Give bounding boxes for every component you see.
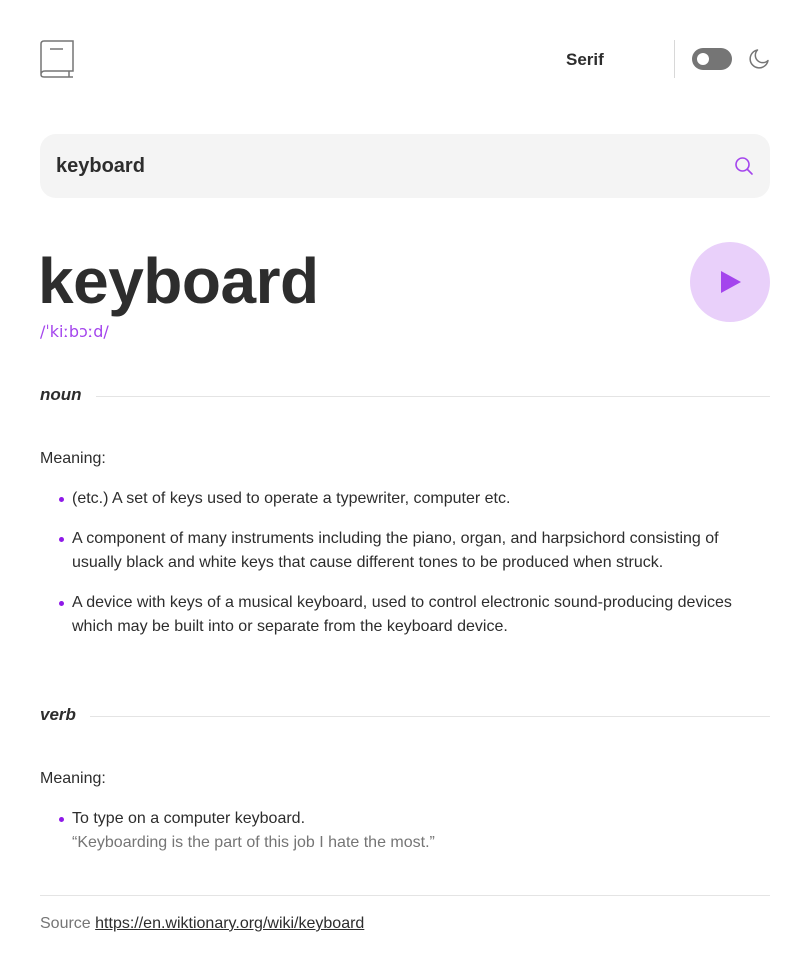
list-item	[40, 591, 740, 639]
header	[40, 40, 770, 78]
source-link[interactable]: https://en.wiktionary.org/wiki/keyboard	[95, 915, 365, 932]
source-label: Source	[40, 915, 91, 932]
part-of-speech-label: verb	[40, 705, 76, 724]
meaning-label: Meaning:	[40, 450, 106, 467]
definition-example: “Keyboarding is the part of this job I hate the most.”	[72, 834, 435, 851]
list-item	[40, 487, 740, 511]
part-of-speech-noun	[40, 385, 770, 407]
theme-toggle[interactable]	[692, 48, 732, 70]
book-icon[interactable]	[40, 40, 74, 78]
search-input[interactable]	[56, 134, 716, 198]
definition-text: A device with keys of a musical keyboard, used to control electronic sound-producing devices which may be built into or separate from the keyboard device.	[72, 594, 732, 635]
font-select[interactable]: Serif	[566, 50, 604, 69]
meaning-label: Meaning:	[40, 770, 106, 787]
play-icon	[721, 271, 741, 293]
moon-icon[interactable]	[747, 47, 771, 71]
phonetic: /ˈkiːbɔːd/	[40, 322, 109, 341]
list-item	[40, 807, 740, 855]
list-item	[40, 527, 740, 575]
definition-text: A component of many instruments including the piano, organ, and harpsichord consisting of usually black and white keys that cause different tones to be produced when struck.	[72, 530, 719, 571]
part-of-speech-label: noun	[40, 385, 82, 404]
footer-divider	[40, 895, 770, 896]
search-icon[interactable]	[734, 156, 754, 176]
header-divider	[674, 40, 675, 78]
play-button[interactable]	[690, 242, 770, 322]
section-divider	[96, 396, 770, 397]
word-title: keyboard	[38, 245, 319, 317]
section-divider	[90, 716, 770, 717]
part-of-speech-verb	[40, 705, 770, 727]
definition-text: To type on a computer keyboard.	[72, 810, 306, 827]
definition-list-noun	[40, 487, 740, 639]
toggle-knob	[697, 53, 709, 65]
search-bar	[40, 134, 770, 198]
definition-text: (etc.) A set of keys used to operate a typewriter, computer etc.	[72, 490, 511, 507]
source	[40, 915, 364, 933]
definition-list-verb	[40, 807, 740, 855]
